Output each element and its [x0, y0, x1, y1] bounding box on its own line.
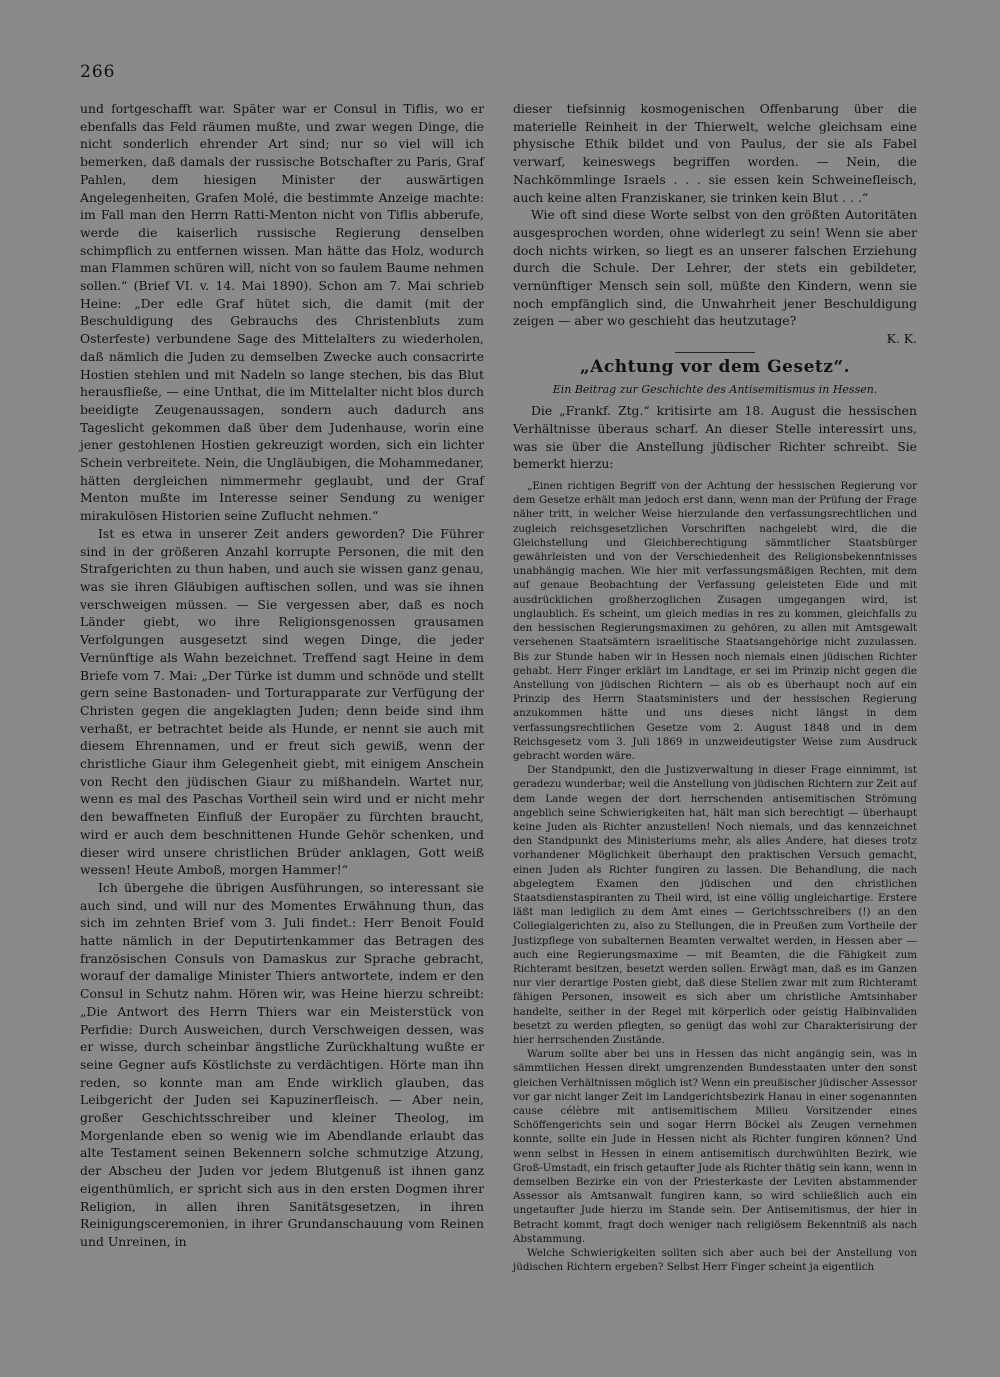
quote-paragraph-3: Warum sollte aber bei uns in Hessen das nicht angängig sein, was in sämmtlichen Hessen direkt umgrenzenden Bundesstaaten unter den sonst gleichen Verhältnissen möglich ist? Wenn ein preußischer jüdischer Assessor vor gar nicht langer Zeit im Landgerichtsbezirk Hanau in einer sogenannten cause célèbre mit antisemitischem Milieu Vorsitzender eines Schöffengerichts sein und sogar Herrn Böckel als Zeugen vernehmen konnte, sollte ein Jude in Hessen nicht als Richter fungiren können? Und wenn selbst in Hessen in einem antisemitisch durchwühlten Bezirk, wie Groß-Umstadt, ein frisch getaufter Jude als Richter thätig sein kann, wenn in demselben Bezirke ein von der Priesterkaste der Leviten abstammender Assessor als Amtsanwalt fungiren kann, so wird schließlich auch ein ungetaufter Jude hierzu im Stande sein. Der Antisemitismus, der hier in Betracht kommt, fragt doch weniger nach religiösem Bekenntniß als nach Abstammung.	[513, 1048, 918, 1245]
left-paragraph-3: Ich übergehe die übrigen Ausführungen, so interessant sie auch sind, und will nur des Momentes Erwähnung thun, das sich im zehnten Brief vom 3. Juli findet.: Herr Benoit Fould hatte nämlich in der Deputirtenkammer das Betragen des französischen Consuls von Damaskus zur Sprache gebracht, worauf der damalige Minister Thiers antwortete, indem er den Consul in Schutz nahm. Hören wir, was Heine hierzu schreibt: „Die Antwort des Herrn Thiers war ein Meisterstück von Perfidie: Durch Ausweichen, durch Verschweigen dessen, was er wisse, durch scheinbar ängstliche Zurückhaltung wußte er seine Gegner aufs Köstlichste zu verdächtigen. Hörte man ihn reden, so konnte man am Ende wirklich glauben, das Leibgericht der Juden sei Kapuzinerfleisch. — Aber nein, großer Geschichtsschreiber und kleiner Theolog, im Morgenlande eben so wenig wie im Abendlande erlaubt das alte Testament seinen Bekennern solche schmutzige Atzung, der Abscheu der Juden vor jedem Blutgenuß ist ihnen ganz eigenthümlich, er spricht sich aus in den ersten Dogmen ihrer Religion, in allen ihren Sanitätsgesetzen, in ihren Reinigungsceremonien, in ihrer Grundanschauung vom Reinen und Unreinen, in	[80, 879, 484, 1249]
section-divider	[675, 352, 755, 353]
quoted-passage	[513, 479, 917, 1274]
right-paragraph-3: Die „Frankf. Ztg.“ kritisirte am 18. August die hessischen Verhältnisse überaus scharf. An dieser Stelle interessirt uns, was sie über die Anstellung jüdischer Richter schreibt. Sie bemerkt hierzu:	[513, 403, 917, 472]
quote-paragraph-4: Welche Schwierigkeiten sollten sich aber auch bei der Anstellung von jüdischen Richtern ergeben? Selbst Herr Finger scheint ja eigentlich	[513, 1247, 917, 1274]
page-number: 266	[80, 62, 116, 82]
right-column	[513, 100, 917, 1274]
left-column	[80, 100, 484, 1251]
author-signature: K. K.	[886, 331, 917, 347]
left-paragraph-1: und fortgeschafft war. Später war er Consul in Tiflis, wo er ebenfalls das Feld räumen mußte, und zwar wegen Dinge, die nicht sonderlich ehrender Art sind; nur so viel will ich bemerken, daß damals der russische Botschafter zu Paris, Graf Pahlen, dem hiesigen Minister der auswärtigen Angelegenheiten, Grafen Molé, die bestimmte Anzeige machte: im Fall man den Herrn Ratti-Menton nicht von Tiflis abberufe, werde die kaiserlich russische Regierung denselben schimpflich zu entfernen wissen. Man hätte das Holz, wodurch man Flammen schüren will, nicht von so faulem Baume nehmen sollen.“ (Brief VI. v. 14. Mai 1890). Schon am 7. Mai schrieb Heine: „Der edle Graf hütet sich, die damit (mit der Beschuldigung des Gebrauchs des Christenbluts zum Osterfeste) verbundene Sage des Mittelalters zu wiederholen, daß nämlich die Juden zu demselben Zwecke auch consacrirte Hostien stehlen und mit Nadeln so lange stechen, bis das Blut herausfließe, — eine Unthat, die im Mittelalter nicht blos durch beeidigte Zeugenaussagen, sondern auch dadurch ans Tageslicht gekommen daß über dem Judenhause, worin eine jener gestohlenen Hostien gekreuzigt worden, sich ein lichter Schein verbreitete. Nein, die Ungläubigen, die Mohammedaner, hätten dergleichen nimmermehr geglaubt, und der Graf Menton mußte im Interesse seiner Sendung zu weniger mirakulösen Historien seine Zuflucht nehmen.“	[80, 101, 484, 524]
article-subheadline: Ein Beitrag zur Geschichte des Antisemitismus in Hessen.	[552, 382, 878, 396]
quote-paragraph-2: Der Standpunkt, den die Justizverwaltung in dieser Frage einnimmt, ist geradezu wunderbar; weil die Anstellung von jüdischen Richtern zur Zeit auf dem Lande wegen der dort herrschenden antisemitischen Strömung angeblich seine Schwierigkeiten hat, hält man sich berechtigt — überhaupt keine Juden als Richter anzustellen! Noch niemals, und das kennzeichnet den Standpunkt des Ministeriums mehr, als alles Andere, hat dieses trotz vorhandener Möglichkeit überhaupt den praktischen Versuch gemacht, einen Juden als Richter fungiren zu lassen. Die Behandlung, die nach abgelegtem Examen den jüdischen und den christlichen Staatsdienstaspiranten zu Theil wird, ist eine völlig ungleichartige. Erstere läßt man lediglich zu dem Amt eines — Gerichtsschreibers (!) an den Collegialgerichten zu, also zu Stellungen, die in Preußen zum Vortheile der Justizpflege von subalternen Beamten verwaltet werden, in Hessen aber — auch eine Regierungsmaxime — mit Beamten, die die Fähigkeit zum Richteramt besitzen, besetzt werden sollen. Erwägt man, daß es im Ganzen nur vier derartige Posten giebt, daß diese Stellen zwar mit zum Richteramt fähigen Personen, insoweit es sich aber um christliche Amtsinhaber handelte, seither in der Regel mit körperlich oder geistig Halbinvaliden besetzt zu werden pflegten, so genügt das wohl zur Charakterisirung der hier herrschenden Zustände.	[513, 764, 917, 1046]
right-paragraph-2: Wie oft sind diese Worte selbst von den größten Autoritäten ausgesprochen worden, ohne widerlegt zu sein! Wenn sie aber doch nichts wirken, so liegt es an unserer falschen Erziehung durch die Schule. Der Lehrer, der stets ein gebildeter, vernünftiger Mensch sein soll, müßte den Kindern, wenn sie noch empfänglich sind, die Unwahrheit jener Beschuldigung zeigen — aber wo geschieht das heutzutage?	[513, 207, 917, 329]
article-headline: „Achtung vor dem Gesetz“.	[579, 356, 851, 377]
right-paragraph-1: dieser tiefsinnig kosmogenischen Offenbarung über die materielle Reinheit in der Thierwelt, welche gleichsam eine physische Ethik bildet und von Paulus, der sie als Fabel verwarf, keineswegs begriffen worden. — Nein, die Nachkömmlinge Israels . . . sie essen kein Schweinefleisch, auch keine alten Franziskaner, sie trinken kein Blut . . .“	[513, 101, 917, 205]
left-paragraph-2: Ist es etwa in unserer Zeit anders geworden? Die Führer sind in der größeren Anzahl korrupte Personen, die mit den Strafgerichten zu thun haben, und auch sie wissen ganz genau, was sie ihren Gläubigen auftischen sollen, und was sie ihnen verschweigen müssen. — Sie vergessen aber, daß es noch Länder giebt, wo ihre Religionsgenossen grausamen Verfolgungen ausgesetzt sind wegen Dinge, die jeder Vernünftige als Wahn bezeichnet. Treffend sagt Heine in dem Briefe vom 7. Mai: „Der Türke ist dumm und schnöde und stellt gern seine Bastonaden- und Torturapparate zur Verfügung der Christen gegen die angeklagten Juden; denn beide sind ihm verhaßt, er betrachtet beide als Hunde, er nennt sie auch mit diesem Ehrennamen, und er freut sich gewiß, wenn der christliche Giaur ihm Gelegenheit giebt, mit einigem Anschein von Recht den jüdischen Giaur zu mißhandeln. Wartet nur, wenn es mal des Paschas Vortheil sein wird und er nicht mehr den bewaffneten Einfluß der Europäer zu fürchten braucht, wird er auch dem beschnittenen Hunde Gehör schenken, und dieser wird unsere christlichen Brüder anklagen, Gott weiß wessen! Heute Amboß, morgen Hammer!“	[80, 525, 484, 878]
quote-paragraph-1: „Einen richtigen Begriff von der Achtung der hessischen Regierung vor dem Gesetze erhält man jedoch erst dann, wenn man der Prüfung der Frage näher tritt, in welcher Weise hierzulande den verfassungsrechtlichen und zugleich reichsgesetzlichen Vorschriften nachgelebt wird, die die Gleichstellung und Gleichberechtigung sämmtlicher Staatsbürger gewährleisten und von der Verschiedenheit des Religionsbekenntnisses unabhängig machen. Wie hier mit verfassungsmäßigen Rechten, mit dem auf genaue Beobachtung der Verfassung geleisteten Eide und mit ausdrücklichen großherzoglichen Zusagen umgegangen wird, ist unglaublich. Es scheint, um gleich medias in res zu kommen, gleichfalls zu den hessischen Regierungsmaximen zu gehören, zu allen mit Amtsgewalt versehenen Staatsämtern israelitische Staatsangehörige nicht zuzulassen. Bis zur Stunde haben wir in Hessen noch niemals einen jüdischen Richter gehabt. Herr Finger erklärt im Landtage, er sei im Prinzip nicht gegen die Anstellung von jüdischen Richtern — als ob es überhaupt noch auf ein Prinzip des Herrn Staatsministers und der hessischen Regierung anzukommen hätte und uns dieses nicht längst in dem verfassungsrechtlichen Gesetze vom 2. August 1848 und in dem Reichsgesetz vom 3. Juli 1869 in unzweideutigster Weise zum Ausdruck gebracht worden wäre.	[513, 480, 917, 762]
